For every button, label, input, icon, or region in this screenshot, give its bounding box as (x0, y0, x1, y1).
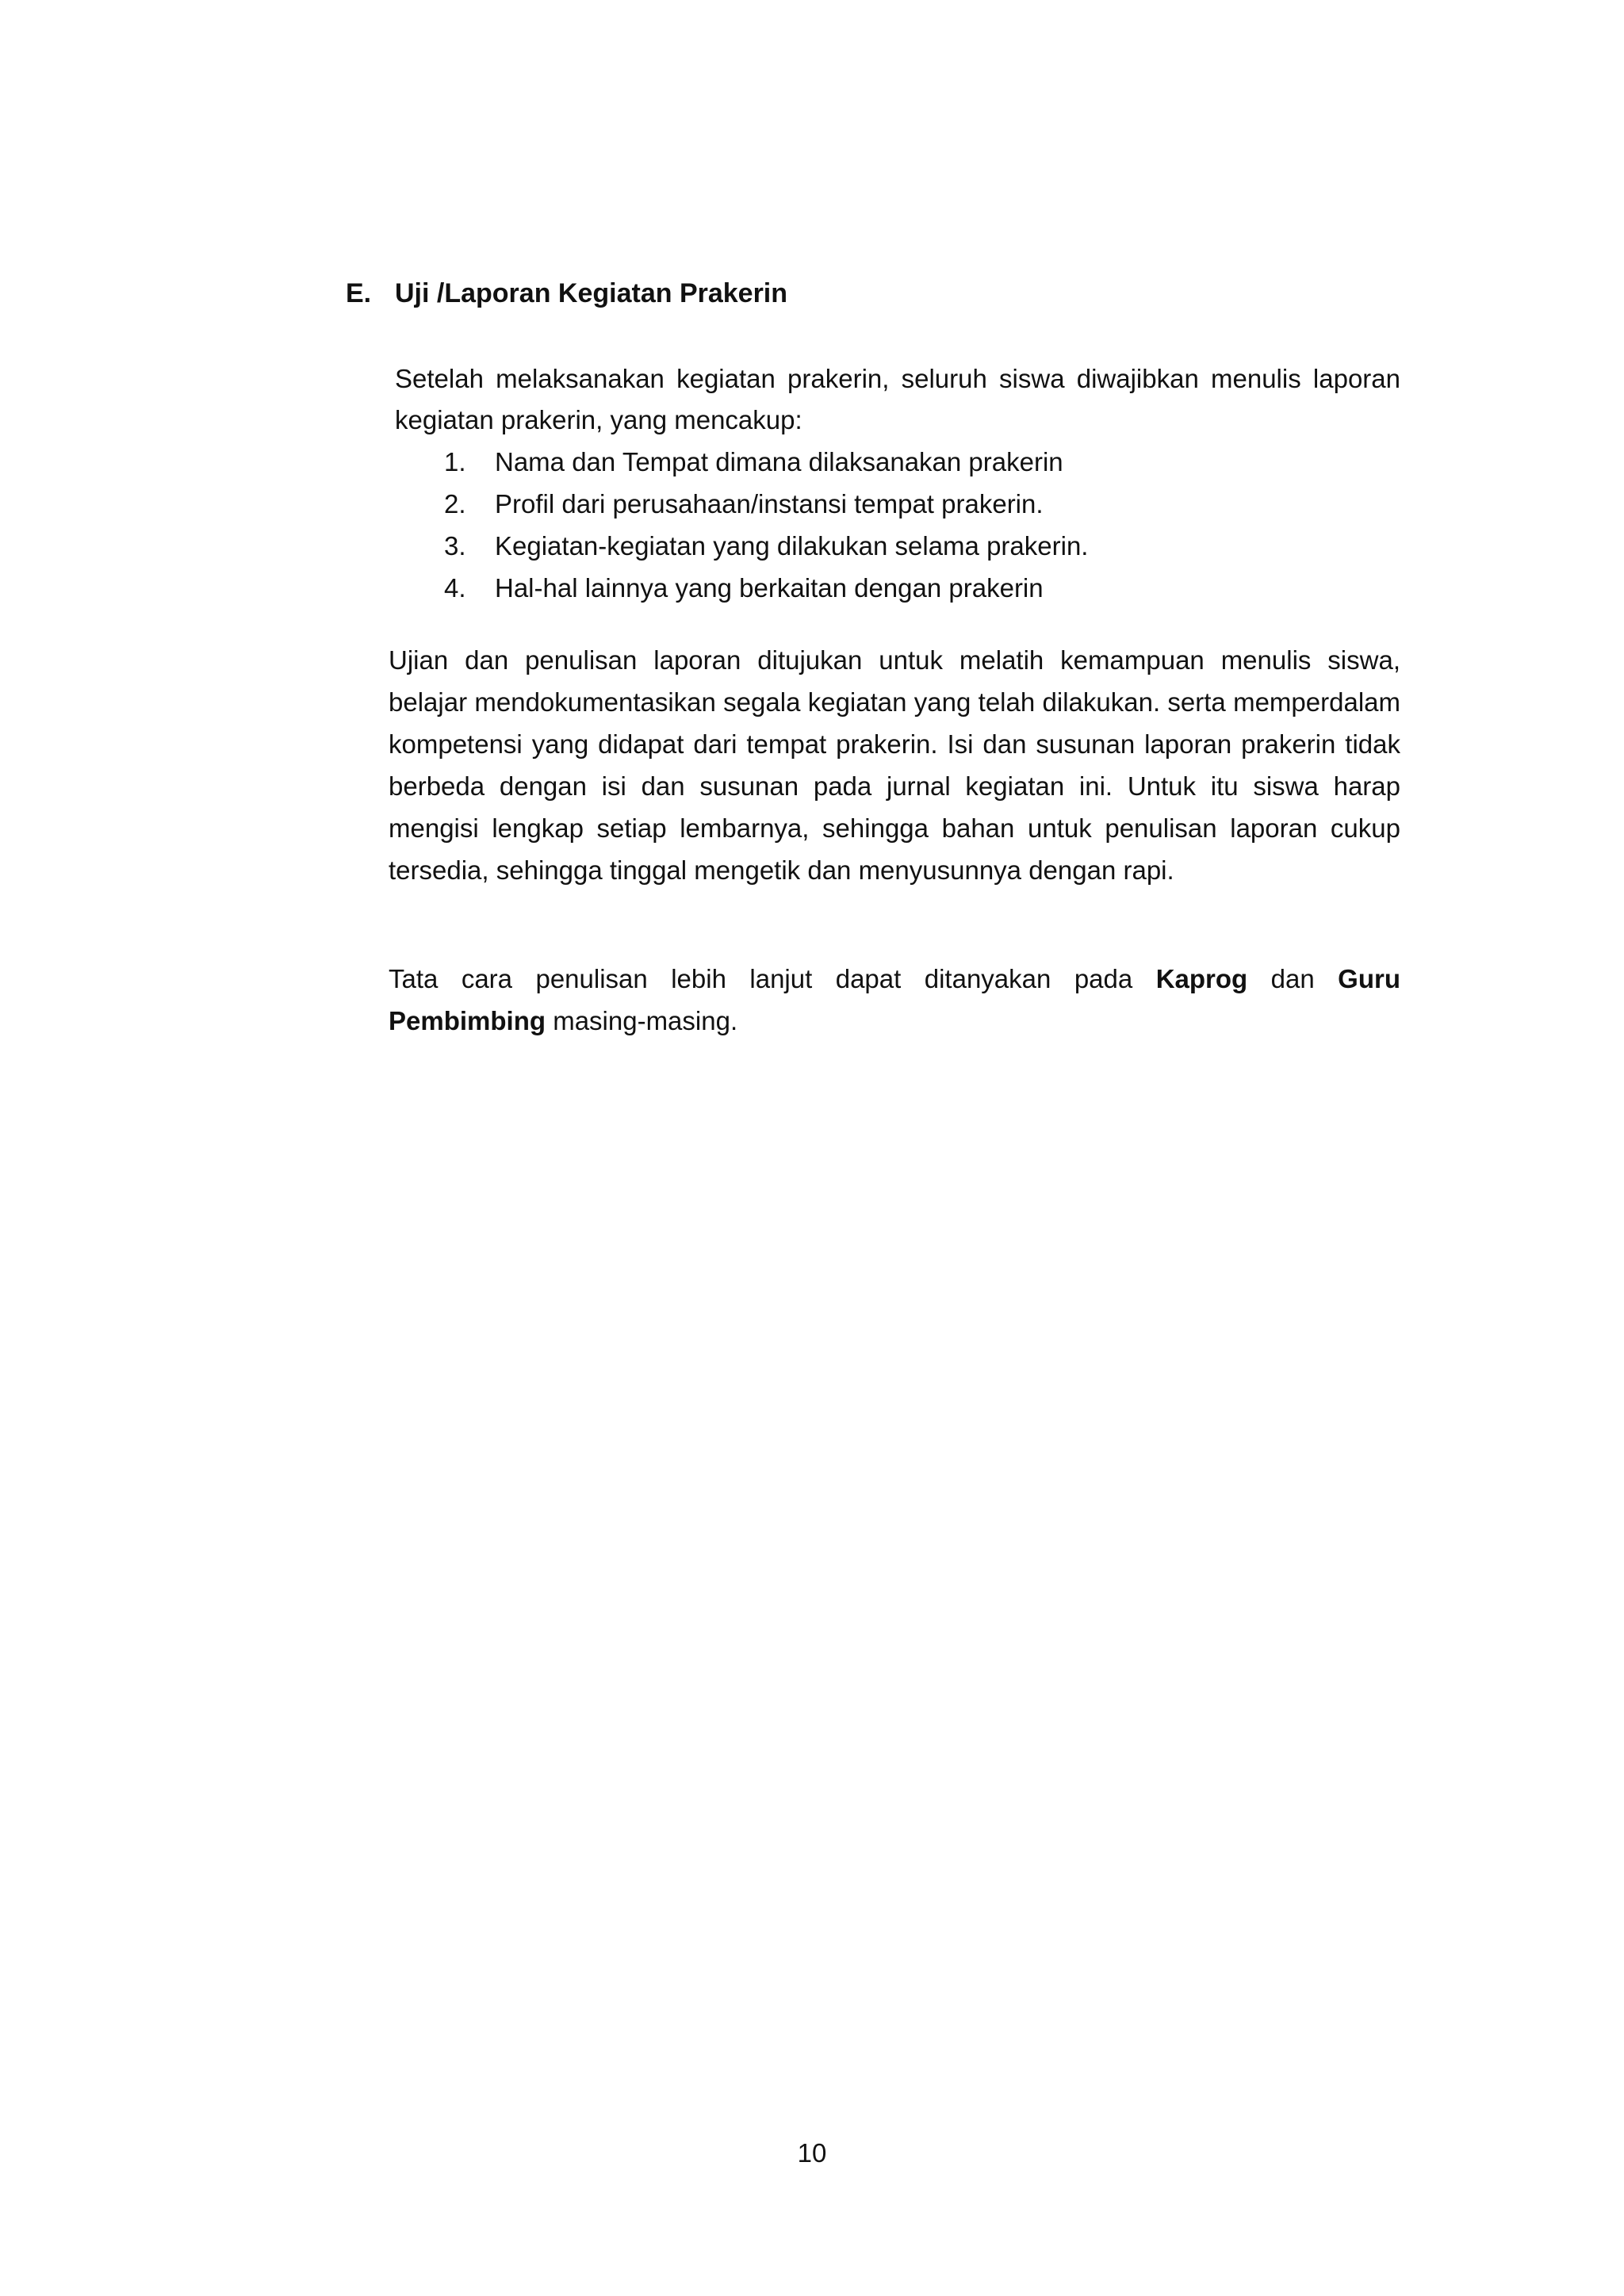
list-item-text: Hal-hal lainnya yang berkaitan dengan prakerin (495, 573, 1044, 603)
list-item (395, 567, 1400, 609)
list-item-text: Nama dan Tempat dimana dilaksanakan prakerin (495, 447, 1063, 476)
list-item-number: 4. (444, 573, 466, 603)
list-item-number: 1. (444, 447, 466, 476)
section-title: Uji /Laporan Kegiatan Prakerin (395, 278, 788, 308)
guidance-text-3: masing-masing. (546, 1006, 738, 1035)
section-letter: E. (346, 278, 372, 308)
section-heading (346, 274, 787, 312)
list-item-text: Kegiatan-kegiatan yang dilakukan selama prakerin. (495, 531, 1089, 561)
list-item (395, 483, 1400, 525)
report-contents-list (395, 441, 1400, 609)
page-number: 10 (797, 2138, 827, 2168)
list-item-text: Profil dari perusahaan/instansi tempat prakerin. (495, 489, 1044, 519)
list-item (395, 441, 1400, 483)
kaprog-label: Kaprog (1155, 964, 1248, 993)
guidance-text-2: dan (1247, 964, 1339, 993)
guidance-text-1: Tata cara penulisan lebih lanjut dapat ditanyakan pada (389, 964, 1156, 993)
list-item-number: 2. (444, 489, 466, 519)
guidance-paragraph (389, 958, 1400, 1042)
list-item (395, 525, 1400, 567)
guru-pembimbing-label: Guru Pembimbing (389, 964, 1400, 1035)
list-item-number: 3. (444, 531, 466, 561)
purpose-paragraph: Ujian dan penulisan laporan ditujukan untuk melatih kemampuan menulis siswa, belajar mendokumentasikan segala kegiatan yang telah dilakukan. serta memperdalam kompetensi yang didapat dari tempat prakerin. Isi dan susunan laporan prakerin tidak berbeda dengan isi dan susunan pada jurnal kegiatan ini. Untuk itu siswa harap mengisi lengkap setiap lembarnya, sehingga bahan untuk penulisan laporan cukup tersedia, sehingga tinggal mengetik dan menyusunnya dengan rapi. (389, 645, 1400, 885)
intro-paragraph: Setelah melaksanakan kegiatan prakerin, seluruh siswa diwajibkan menulis laporan kegiatan prakerin, yang mencakup: (395, 364, 1400, 434)
